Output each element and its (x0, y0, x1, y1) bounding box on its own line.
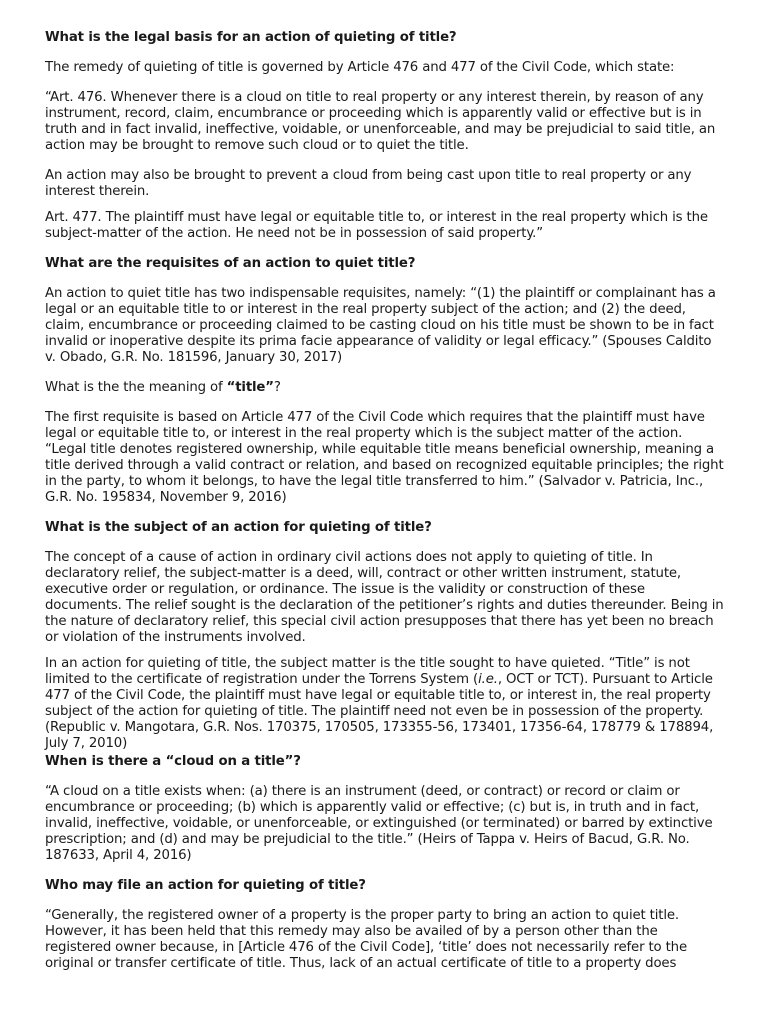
heading-who-may-file: Who may file an action for quieting of title? (45, 878, 366, 893)
paragraph-first-requisite: The first requisite is based on Article 477 of the Civil Code which requires that the plaintiff must have legal or equitable title to, or interest in the real property which is the subject matter of the action. “Legal title denotes registered ownership, while equitable title means beneficial ownership, meaning a title derived through a valid contract or relation, and based on recognized equitable principles; the right in the party, to whom it belongs, to have the legal title transferred to him.” (Salvador v. Patricia, Inc., G.R. No. 195834, November 9, 2016) (45, 410, 724, 505)
paragraph-remedy-intro: The remedy of quieting of title is governed by Article 476 and 477 of the Civil Code, which state: (45, 60, 675, 75)
paragraph-subject-matter-ie: i.e. (478, 672, 498, 687)
paragraph-prevent-cloud: An action may also be brought to prevent a cloud from being cast upon title to real property or any interest therein. (45, 168, 692, 199)
heading-subject-of-action: What is the subject of an action for quieting of title? (45, 520, 432, 535)
paragraph-article-477: Art. 477. The plaintiff must have legal or equitable title to, or interest in the real property which is the subject-matter of the action. He need not be in possession of said property.” (45, 210, 708, 241)
heading-cloud-on-title: When is there a “cloud on a title”? (45, 754, 301, 769)
paragraph-cloud-definition: “A cloud on a title exists when: (a) there is an instrument (deed, or contract) or record or claim or encumbrance or proceeding; (b) which is apparently valid or effective; (c) but is, in truth and in fact, invalid, ineffective, voidable, or unenforceable, or extinguished (or terminated) or barred by extinctive prescription; and (d) and may be prejudicial to the title.” (Heirs of Tappa v. Heirs of Bacud, G.R. No. 187633, April 4, 2016) (45, 784, 713, 863)
paragraph-who-may-file: “Generally, the registered owner of a property is the proper party to bring an action to quiet title. However, it has been held that this remedy may also be availed of by a person other than the registered owner because, in [Article 476 of the Civil Code], ‘title’ does not necessarily refer to the original or transfer certificate of title. Thus, lack of an actual certificate of title to a property does (45, 908, 687, 971)
paragraph-subject-matter-part-a: In an action for quieting of title, the subject matter is the title sought to have quieted. “Title” is not limited to the certificate of registration under the Torrens System ( (45, 656, 690, 687)
heading-legal-basis: What is the legal basis for an action of quieting of title? (45, 30, 457, 45)
heading-meaning-suffix: ? (273, 380, 281, 395)
paragraph-subject-matter (45, 656, 724, 752)
heading-meaning-prefix: What is the the meaning of (45, 380, 227, 395)
heading-meaning-of-title (45, 380, 724, 396)
paragraph-cause-of-action: The concept of a cause of action in ordinary civil actions does not apply to quieting of title. In declaratory relief, the subject-matter is a deed, will, contract or other written instrument, statute, executive order or regulation, or ordinance. The issue is the validity or construction of these documents. The relief sought is the declaration of the petitioner’s rights and duties thereunder. Being in the nature of declaratory relief, this special civil action presupposes that there has yet been no breach or violation of the instruments involved. (45, 550, 724, 645)
heading-meaning-term: “title” (226, 380, 274, 395)
paragraph-requisites: An action to quiet title has two indispensable requisites, namely: “(1) the plaintiff or complainant has a legal or an equitable title to or interest in the real property subject of the action; and (2) the deed, claim, encumbrance or proceeding claimed to be casting cloud on his title must be shown to be in fact invalid or inoperative despite its prima facie appearance of validity or legal efficacy.” (Spouses Caldito v. Obado, G.R. No. 181596, January 30, 2017) (45, 286, 716, 365)
heading-requisites: What are the requisites of an action to quiet title? (45, 256, 416, 271)
paragraph-article-476: “Art. 476. Whenever there is a cloud on title to real property or any interest therein, by reason of any instrument, record, claim, encumbrance or proceeding which is apparently valid or effective but is in truth and in fact invalid, ineffective, voidable, or unenforceable, and may be prejudicial to said title, an action may be brought to remove such cloud or to quiet the title. (45, 90, 716, 153)
paragraph-subject-matter-part-b: , OCT or TCT). Pursuant to Article 477 of the Civil Code, the plaintiff must have legal or equitable title to, or interest in, the real property subject of the action for quieting of title. The plaintiff need not even be in possession of the property. (Republic v. Mangotara, G.R. Nos. 170375, 170505, 173355-56, 173401, 17356-64, 178779 & 178894, July 7, 2010) (45, 672, 714, 751)
